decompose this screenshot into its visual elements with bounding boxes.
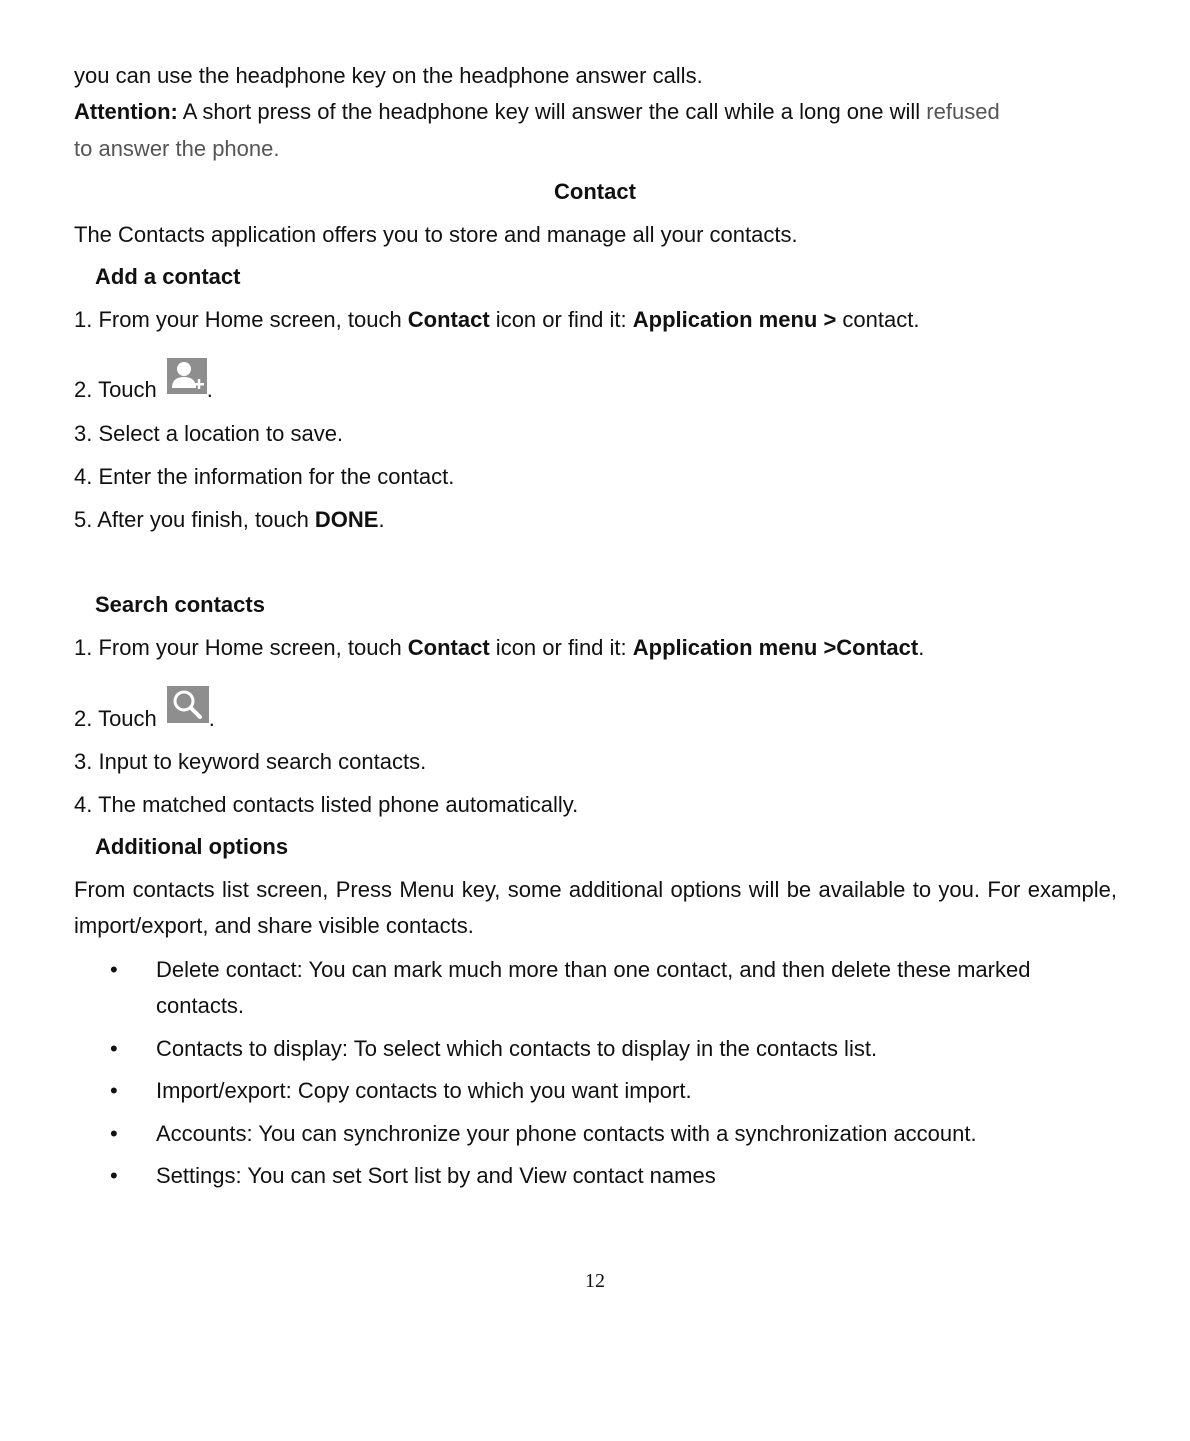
add-contact-step-1 [74, 307, 919, 333]
step-text: icon or find it: [489, 635, 633, 660]
list-item [110, 1031, 1118, 1067]
list-item [110, 1116, 1118, 1152]
add-contact-icon [167, 358, 207, 394]
search-contacts-step-2 [74, 693, 215, 739]
bullet-text: Delete contact: You can mark much more than one contact, and then delete these marked contacts. [156, 957, 1031, 1018]
search-contacts-step-3: 3. Input to keyword search contacts. [74, 749, 427, 774]
additional-options-intro: From contacts list screen, Press Menu key, some additional options will be available to you. For example, import/export, and share visible contacts. [74, 877, 1117, 938]
attention-label: Attention: [74, 99, 178, 124]
contact-heading: Contact [554, 179, 636, 204]
bullet-icon: • [110, 1036, 118, 1061]
bullet-icon: • [110, 1121, 118, 1146]
step-text: . [208, 706, 215, 731]
step-text: . [918, 635, 925, 660]
step-text: . [206, 377, 213, 402]
bullet-text: Contacts to display: To select which contacts to display in the contacts list. [156, 1036, 878, 1061]
step-text: 1. From your Home screen, touch [74, 635, 408, 660]
bullet-text: Settings: You can set Sort list by and View contact names [156, 1163, 716, 1188]
attention-text: A short press of the headphone key will answer the call while a long one will [177, 99, 927, 124]
search-contacts-step-1 [74, 635, 924, 661]
step-text: 1. From your Home screen, touch [74, 307, 408, 332]
step-text: 5. After you finish, touch [74, 507, 315, 532]
step-bold-menu: Application menu >Contact [632, 635, 919, 660]
step-text: . [378, 507, 385, 532]
additional-options-heading: Additional options [95, 834, 289, 859]
add-contact-step-5 [74, 507, 385, 533]
step-text: 2. Touch [74, 377, 157, 402]
list-item [110, 952, 1118, 1024]
bullet-text: Accounts: You can synchronize your phone contacts with a synchronization account. [156, 1121, 977, 1146]
list-item [110, 1158, 1118, 1194]
add-contact-step-2 [74, 365, 213, 410]
intro-line-3: to answer the phone. [74, 136, 280, 161]
step-text: 2. Touch [74, 706, 157, 731]
bullet-icon: • [110, 1163, 118, 1188]
step-bold-menu: Application menu > [632, 307, 837, 332]
page-number: 12 [585, 1270, 605, 1292]
step-text: contact. [836, 307, 920, 332]
bullet-icon: • [110, 957, 118, 982]
attention-gray-text: refused [926, 99, 1000, 124]
search-icon [167, 686, 209, 723]
step-bold-contact: Contact [407, 635, 490, 660]
intro-line-1: you can use the headphone key on the headphone answer calls. [74, 63, 703, 88]
add-contact-step-4: 4. Enter the information for the contact. [74, 464, 455, 489]
add-contact-heading: Add a contact [95, 264, 241, 289]
add-contact-step-3: 3. Select a location to save. [74, 421, 344, 446]
bullet-text: Import/export: Copy contacts to which you want import. [156, 1078, 692, 1103]
search-contacts-step-4: 4. The matched contacts listed phone automatically. [74, 792, 579, 817]
step-bold-done: DONE [314, 507, 379, 532]
step-bold-contact: Contact [407, 307, 490, 332]
contact-description: The Contacts application offers you to store and manage all your contacts. [74, 222, 798, 247]
step-text: icon or find it: [489, 307, 633, 332]
bullet-icon: • [110, 1078, 118, 1103]
search-contacts-heading: Search contacts [95, 592, 265, 617]
attention-line [74, 99, 1000, 125]
list-item [110, 1073, 1118, 1109]
